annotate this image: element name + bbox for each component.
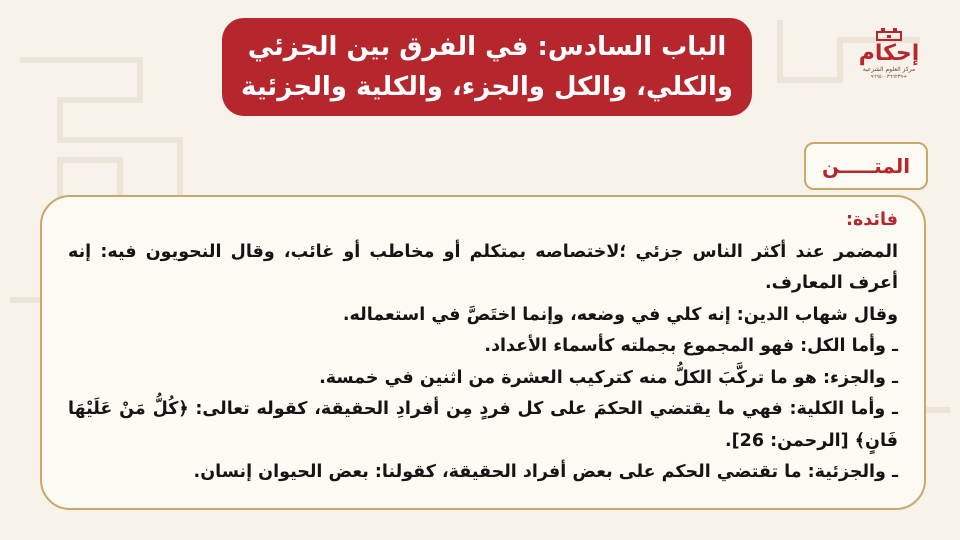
title-banner (222, 18, 752, 116)
logo-number: +٩٦٦٥٠٠٣٦٦٢٣٩ (870, 74, 908, 80)
paragraph-juziyya: ـ والجزئية: ما تقتضي الحكم على بعض أفراد الحقيقة، كقولنا: بعض الحيوان إنسان. (193, 462, 898, 482)
quran-verse: ﴿كُلُّ مَنْ عَلَيْهَا فَانٍ﴾ (68, 399, 898, 451)
logo (852, 28, 926, 98)
paragraph-kulliya (68, 394, 898, 457)
section-tab-matn: المتـــــن (804, 142, 928, 190)
paragraph-4: ـ والجزء: هو ما تركَّبَ الكلُّ منه كتركيب العشرة من اثنين في خمسة. (319, 367, 898, 388)
paragraph-1: المضمر عند أكثر الناس جزئي ؛لاختصاصه بمتكلم أو مخاطب أو غائب، وقال النحويون فيه: إنه أعرف المعارف. (68, 241, 898, 293)
verse-citation: [الرحمن: 26]. (725, 430, 855, 451)
paragraph-3: ـ وأما الكل: فهو المجموع بجملته كأسماء الأعداد. (484, 336, 898, 356)
logo-name: إحكام (858, 41, 920, 66)
logo-emblem-icon (875, 28, 903, 42)
title-line-1: الباب السادس: في الفرق بين الجزئي (247, 32, 727, 62)
logo-subtitle: مركز العلوم الشرعية (862, 66, 916, 73)
paragraph-2: وقال شهاب الدين: إنه كلي في وضعه، وإنما اختَصَّ في استعماله. (342, 304, 898, 325)
content-heading: فائدة: (845, 210, 898, 230)
kulliya-text: ـ وأما الكلية: فهي ما يقتضي الحكمَ على كل فردٍ مِن أفرادِ الحقيقة، كقوله تعالى: (188, 399, 898, 419)
title-line-2: والكلي، والكل والجزء، والكلية والجزئية (241, 72, 733, 102)
content-panel (40, 195, 926, 510)
